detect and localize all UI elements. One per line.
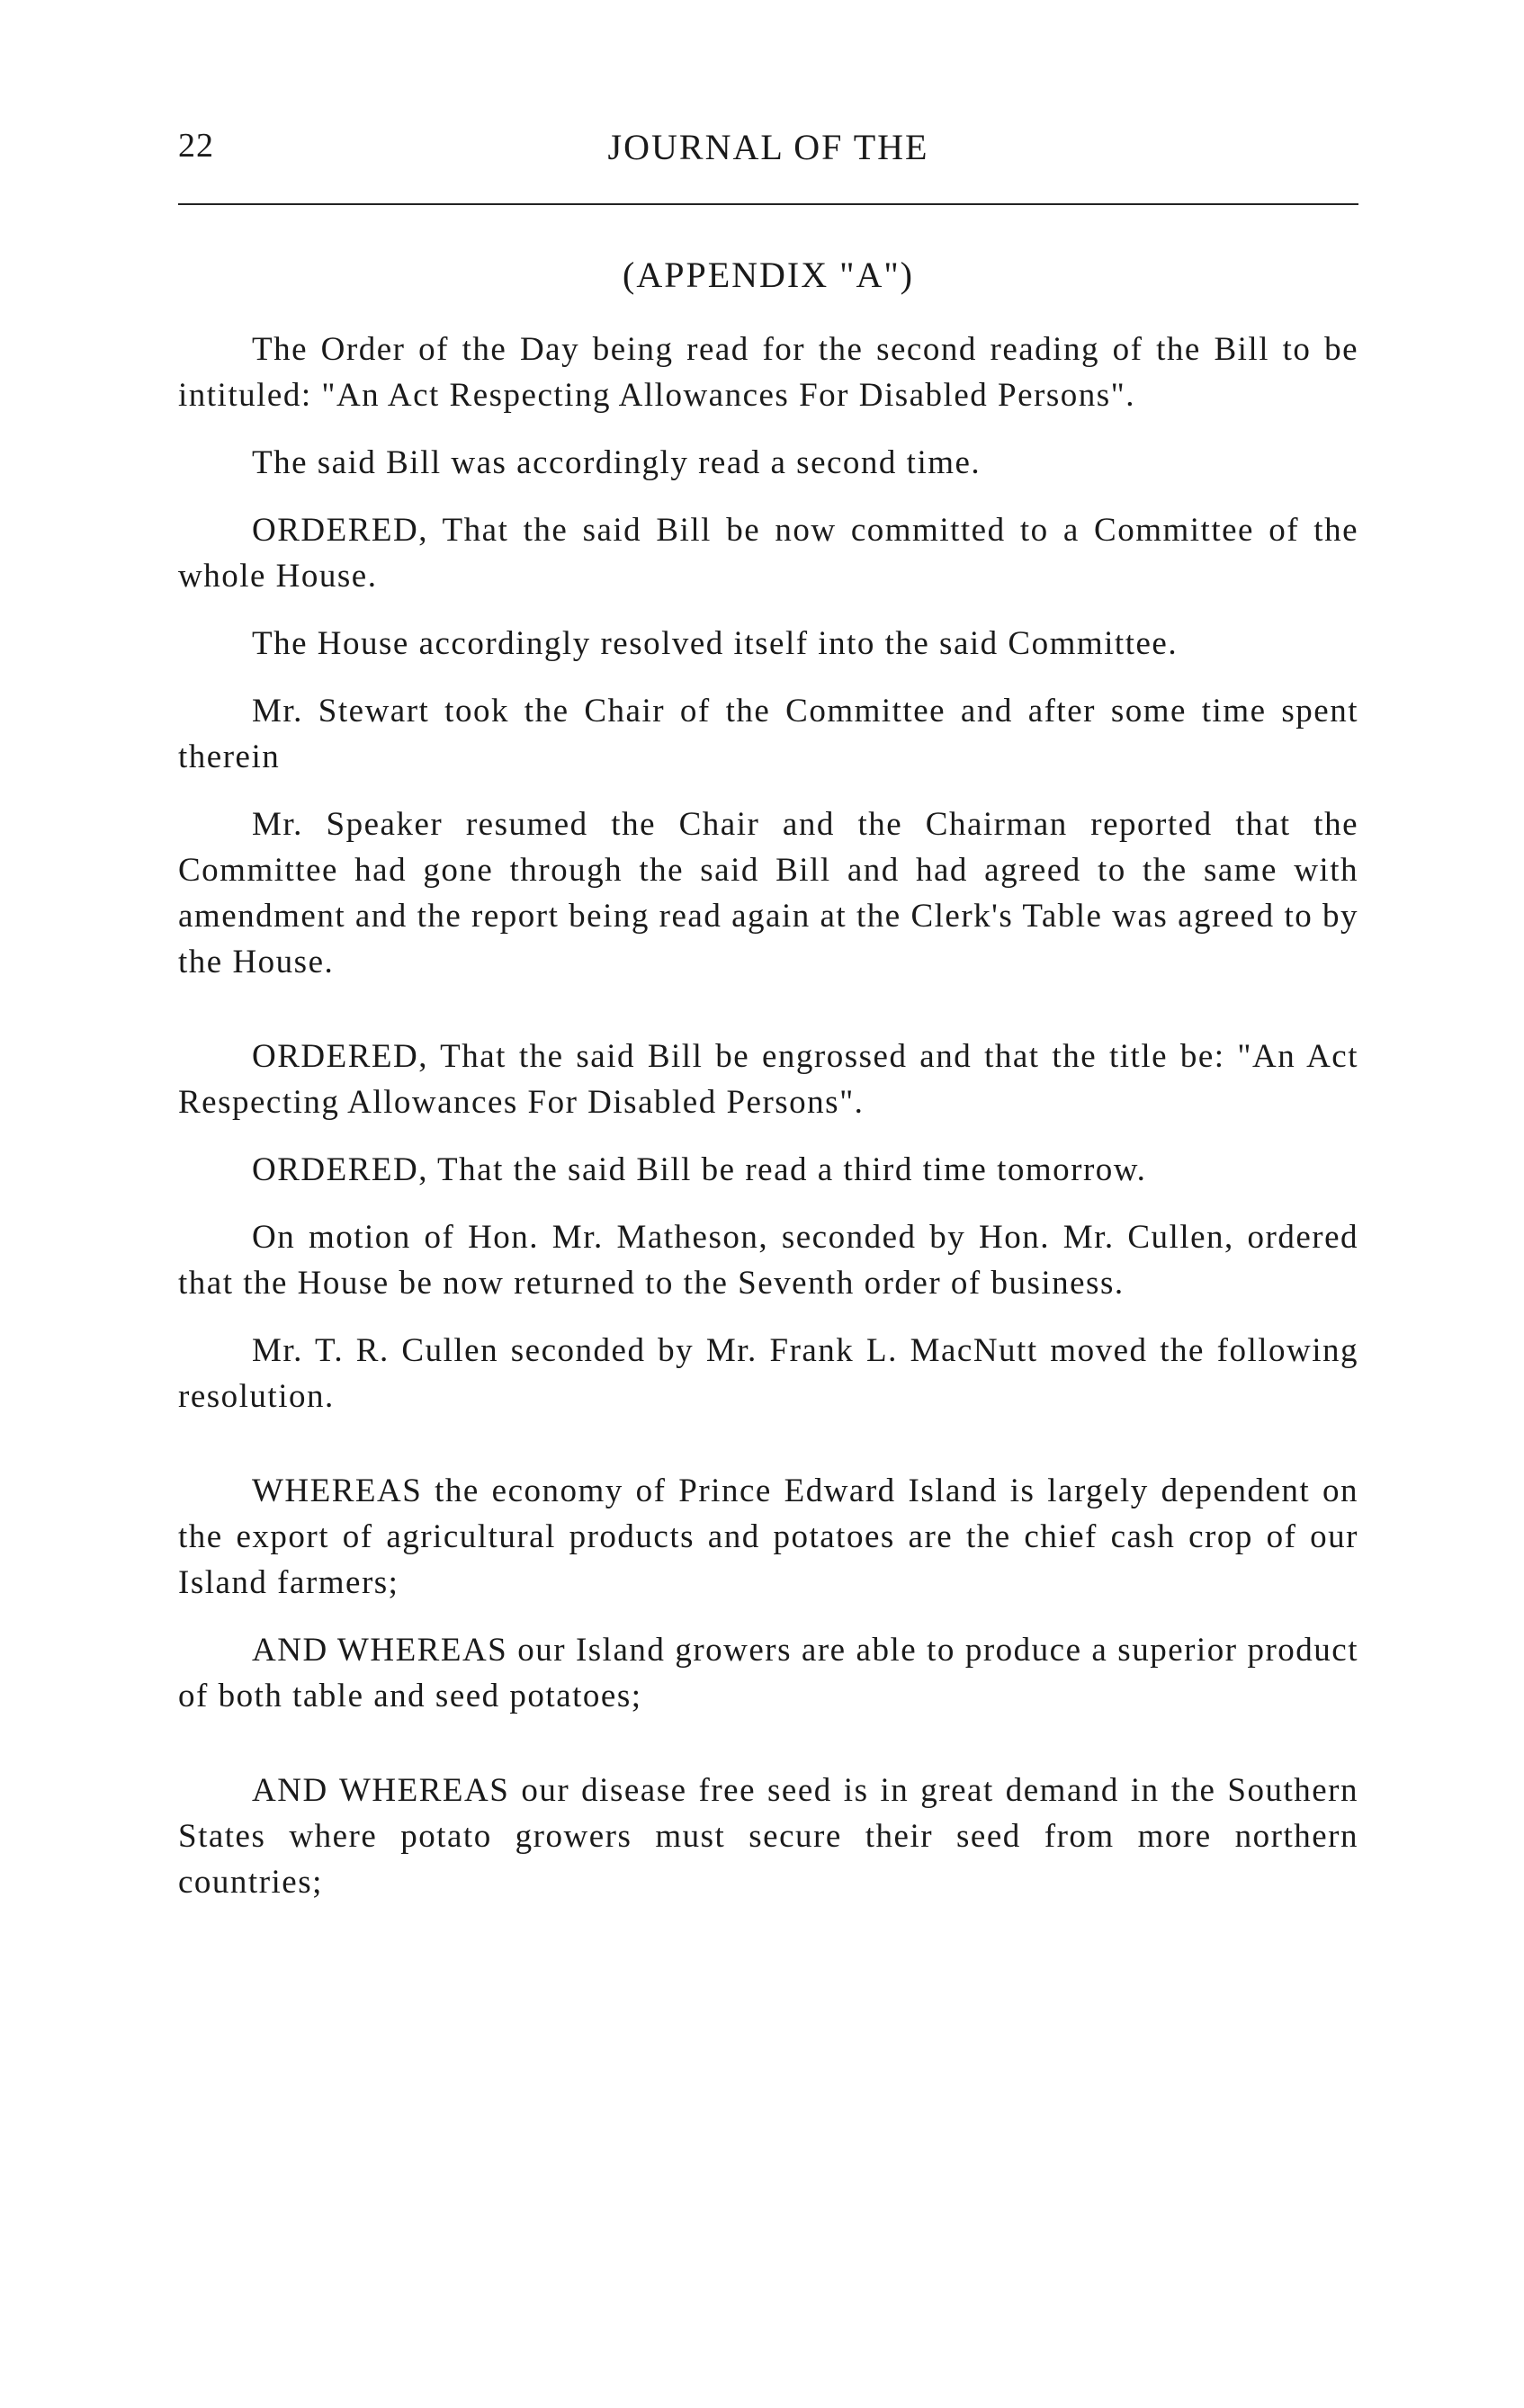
header-rule: [178, 203, 1358, 205]
paragraph-speaker-resumed: Mr. Speaker resumed the Chair and the Chairman reported that the Committee had gone through the said Bill and had agreed to the same with amendment and the report being read again at the Clerk's Table was agreed to by the House.: [178, 806, 1358, 980]
paragraph-motion-matheson: On motion of Hon. Mr. Matheson, seconded by Hon. Mr. Cullen, ordered that the House be now returned to the Seventh order of business.: [178, 1219, 1358, 1302]
paragraph-whereas-growers: AND WHEREAS our Island growers are able to produce a superior product of both table and seed potatoes;: [178, 1632, 1358, 1714]
page-number: 22: [178, 127, 214, 165]
paragraph-second-reading: The said Bill was accordingly read a second time.: [252, 444, 982, 481]
paragraph-whereas-seed-demand: AND WHEREAS our disease free seed is in great demand in the Southern States where potato growers must secure their seed from more northern countries;: [178, 1772, 1358, 1901]
paragraph-committed: ORDERED, That the said Bill be now committed to a Committee of the whole House.: [178, 512, 1358, 595]
appendix-heading: (APPENDIX "A"): [623, 255, 914, 295]
running-head: JOURNAL OF THE: [607, 127, 929, 167]
paragraph-cullen-moved: Mr. T. R. Cullen seconded by Mr. Frank L. MacNutt moved the following resolution.: [178, 1332, 1358, 1415]
paragraph-stewart-chair: Mr. Stewart took the Chair of the Committee and after some time spent therein: [178, 693, 1358, 775]
paragraph-engrossed: ORDERED, That the said Bill be engrossed and that the title be: "An Act Respecting Allowances For Disabled Persons".: [178, 1038, 1358, 1121]
journal-body: [178, 252, 1358, 1927]
paragraph-order-of-day: The Order of the Day being read for the second reading of the Bill to be intituled: "An Act Respecting Allowances For Disabled Persons".: [178, 331, 1358, 414]
paragraph-resolved-committee: The House accordingly resolved itself into the said Committee.: [252, 625, 1179, 662]
page-header: [178, 126, 1358, 180]
paragraph-whereas-economy: WHEREAS the economy of Prince Edward Island is largely dependent on the export of agricultural products and potatoes are the chief cash crop of our Island farmers;: [178, 1473, 1358, 1601]
paragraph-third-reading: ORDERED, That the said Bill be read a third time tomorrow.: [252, 1151, 1147, 1188]
